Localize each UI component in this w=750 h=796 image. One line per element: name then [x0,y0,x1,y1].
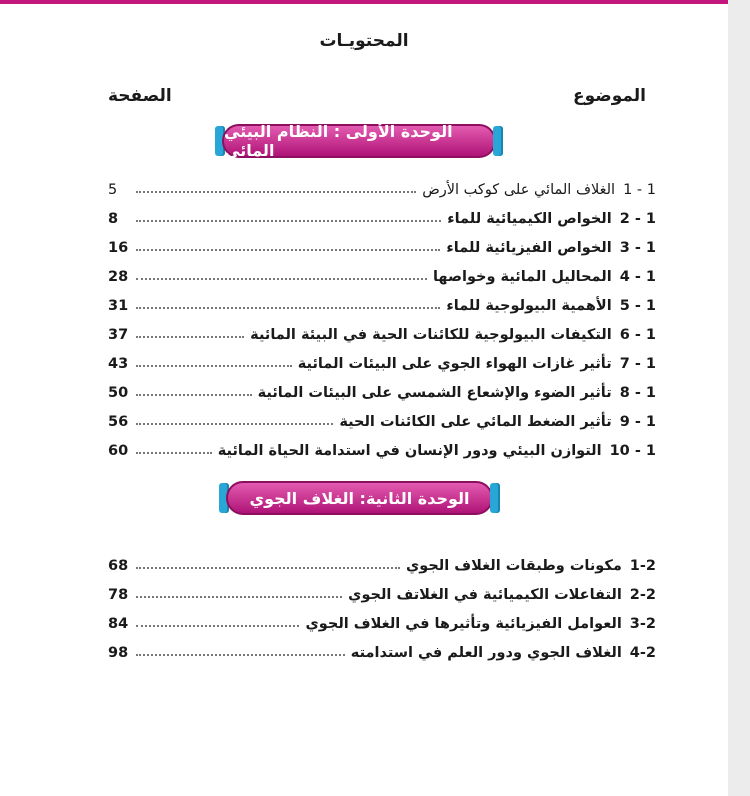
banner-tab-right [493,126,503,156]
dot-leader [136,625,299,627]
entry-page: 50 [108,385,129,401]
dot-leader [136,452,212,454]
entry-page: 31 [108,298,129,314]
dot-leader [136,191,416,193]
page-edge-strip [728,0,750,796]
page-title: المحتويـات [319,31,409,51]
toc-entry[interactable] [108,350,656,372]
entry-title: الأهمية البيولوجية للماء [446,298,612,314]
entry-page: 43 [108,356,129,372]
toc-entry[interactable] [108,205,656,227]
dot-leader [136,336,244,338]
entry-title: التكيفات البيولوجية للكائنات الحية في البيئة المائية [250,327,612,343]
banner-tab-right [490,483,500,513]
entry-number: 1 - 1 [623,182,656,198]
entry-page: 16 [108,240,129,256]
toc-entry[interactable] [108,408,656,430]
toc-entry[interactable] [108,321,656,343]
entry-number: 1 - 10 [609,443,656,459]
unit-1-title: الوحدة الأولى : النظام البيئي المائي [222,124,496,158]
entry-number: 1 - 3 [619,240,656,256]
entry-page: 56 [108,414,129,430]
entry-number: 1 - 9 [619,414,656,430]
entry-title: التوازن البيئي ودور الإنسان في استدامة الحياة المائية [217,443,602,459]
entry-title: الغلاف المائي على كوكب الأرض [422,182,616,198]
entry-page: 60 [108,443,129,459]
dot-leader [136,654,345,656]
unit-1-banner [215,122,503,160]
entry-title: العوامل الفيزيائية وتأثيرها في الغلاف الجوي [305,616,622,632]
toc-entry[interactable] [108,176,656,198]
entry-number: 3-2 [629,616,656,632]
entry-number: 1-2 [629,558,656,574]
entry-number: 1 - 7 [619,356,656,372]
dot-leader [136,423,333,425]
toc-entry[interactable] [108,581,656,603]
entry-title: الخواص الفيزيائية للماء [446,240,612,256]
dot-leader [136,365,292,367]
toc-entry[interactable] [108,292,656,314]
entry-number: 1 - 2 [619,211,656,227]
entry-number: 1 - 5 [619,298,656,314]
dot-leader [136,249,440,251]
entry-number: 4-2 [629,645,656,661]
entry-title: الغلاف الجوي ودور العلم في استدامته [350,645,622,661]
toc-entry[interactable] [108,610,656,632]
dot-leader [136,596,342,598]
entry-title: التفاعلات الكيميائية في الغلاتف الجوي [348,587,622,603]
toc-entry[interactable] [108,379,656,401]
dot-leader [136,394,252,396]
column-header-topic: الموضوع [573,86,646,106]
entry-page: 98 [108,645,129,661]
entry-number: 2-2 [629,587,656,603]
entry-page: 8 [108,211,119,227]
top-accent-rule [0,0,728,4]
entry-title: المحاليل المائية وخواصها [432,269,612,285]
entry-page: 28 [108,269,129,285]
unit-2-banner [219,479,500,517]
entry-page: 5 [108,182,118,198]
toc-entry[interactable] [108,552,656,574]
dot-leader [136,307,440,309]
entry-number: 1 - 4 [619,269,656,285]
toc-entry[interactable] [108,639,656,661]
entry-title: تأثير غازات الهواء الجوي على البيئات المائية [297,356,612,372]
toc-entry[interactable] [108,234,656,256]
dot-leader [136,220,441,222]
entry-page: 37 [108,327,129,343]
dot-leader [136,567,400,569]
entry-title: تأثير الضوء والإشعاع الشمسي على البيئات المائية [257,385,612,401]
entry-page: 78 [108,587,129,603]
entry-number: 1 - 8 [619,385,656,401]
entry-number: 1 - 6 [619,327,656,343]
entry-title: مكونات وطبقات الغلاف الجوي [405,558,622,574]
entry-page: 84 [108,616,129,632]
unit-2-title: الوحدة الثانية: الغلاف الجوي [226,481,493,515]
dot-leader [136,278,427,280]
entry-page: 68 [108,558,129,574]
column-header-page: الصفحة [108,86,172,106]
toc-entry[interactable] [108,437,656,459]
entry-title: تأثير الضغط المائي على الكائنات الحية [339,414,612,430]
entry-title: الخواص الكيميائية للماء [447,211,612,227]
toc-entry[interactable] [108,263,656,285]
